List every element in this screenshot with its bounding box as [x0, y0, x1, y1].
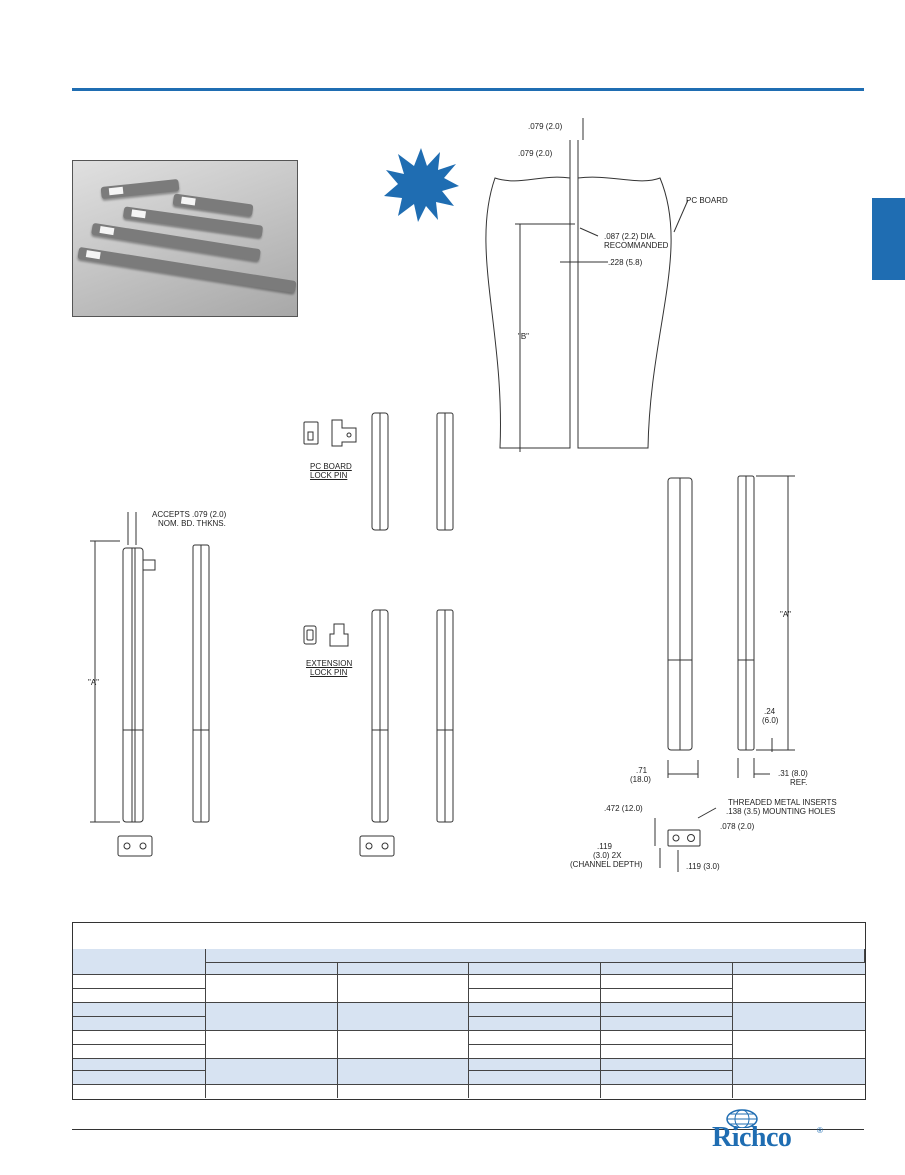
- table-cell: [733, 975, 865, 1003]
- table-row: [73, 1017, 206, 1031]
- table-cell: [601, 1017, 733, 1031]
- threaded-inserts-label: THREADED METAL INSERTS: [728, 798, 837, 807]
- table-cell: [469, 975, 601, 989]
- table-header-cell: [601, 963, 733, 975]
- table-row: [73, 989, 206, 1003]
- table-row: [73, 1003, 206, 1017]
- table-cell: [733, 1003, 865, 1031]
- table-cell: [338, 1003, 469, 1031]
- richco-logo: [706, 1108, 826, 1158]
- table-header-cell: [73, 949, 206, 975]
- table-cell: [206, 1059, 338, 1085]
- table-header-cell: [206, 949, 865, 963]
- dim-119-right: .119 (3.0): [686, 862, 720, 871]
- table-cell: [469, 1045, 601, 1059]
- a-dimension-label-right: "A": [780, 610, 792, 619]
- pc-board-label: PC BOARD: [686, 196, 728, 205]
- dim-119-left: .119: [597, 842, 612, 851]
- table-header-cell: [206, 963, 338, 975]
- table-row: [73, 1045, 206, 1059]
- table-cell: [601, 1085, 733, 1098]
- dim-119-2x: (3.0) 2X: [593, 851, 622, 860]
- table-row: [73, 1031, 206, 1045]
- table-cell: [601, 1045, 733, 1059]
- table-cell: [601, 989, 733, 1003]
- table-cell: [733, 1085, 865, 1098]
- extension-lock-pin-title: EXTENSION: [306, 659, 353, 668]
- table-cell: [206, 1085, 338, 1098]
- specification-table: [72, 922, 866, 1100]
- dim-24: .24: [764, 707, 776, 716]
- dim-71: .71: [636, 766, 648, 775]
- table-row: [73, 1059, 206, 1071]
- table-cell: [469, 1031, 601, 1045]
- a-dimension-label-left: "A": [88, 678, 100, 687]
- table-cell: [469, 1059, 601, 1071]
- table-cell: [206, 975, 338, 1003]
- dim-079-top: .079 (2.0): [528, 122, 563, 131]
- nom-bd-thickness: NOM. BD. THKNS.: [158, 519, 226, 528]
- b-dimension-label: "B": [518, 332, 530, 341]
- dim-087-note: RECOMMANDED: [604, 241, 669, 250]
- table-cell: [338, 975, 469, 1003]
- table-row: [73, 1071, 206, 1085]
- table-cell: [733, 1031, 865, 1059]
- channel-depth-label: (CHANNEL DEPTH): [570, 860, 643, 869]
- table-cell: [601, 975, 733, 989]
- table-cell: [601, 1059, 733, 1071]
- registered-mark: ®: [817, 1126, 823, 1135]
- table-cell: [338, 1085, 469, 1098]
- dim-31-ref: REF.: [790, 778, 808, 787]
- dim-078: .078 (2.0): [720, 822, 755, 831]
- brand-wordmark: Richco: [712, 1122, 792, 1153]
- table-cell: [338, 1059, 469, 1085]
- mounting-holes-label: .138 (3.5) MOUNTING HOLES: [726, 807, 836, 816]
- table-cell: [469, 1017, 601, 1031]
- dim-472: .472 (12.0): [604, 804, 643, 813]
- table-cell: [733, 1059, 865, 1085]
- dim-228: .228 (5.8): [608, 258, 643, 267]
- extension-lock-pin-subtitle: LOCK PIN: [310, 668, 348, 677]
- table-header-cell: [338, 963, 469, 975]
- dim-71-metric: (18.0): [630, 775, 651, 784]
- dim-079-second: .079 (2.0): [518, 149, 553, 158]
- table-row: [73, 975, 206, 989]
- dim-31: .31 (8.0): [778, 769, 808, 778]
- pc-board-lock-pin-title: PC BOARD: [310, 462, 352, 471]
- accepts-thickness: ACCEPTS .079 (2.0): [152, 510, 227, 519]
- table-header-cell: [733, 963, 865, 975]
- table-cell: [601, 1071, 733, 1085]
- table-row: [73, 1085, 206, 1098]
- pc-board-lock-pin-subtitle: LOCK PIN: [310, 471, 348, 480]
- table-title: [73, 923, 865, 949]
- table-cell: [206, 1003, 338, 1031]
- table-cell: [338, 1031, 469, 1059]
- table-cell: [469, 1003, 601, 1017]
- table-header-cell: [469, 963, 601, 975]
- table-cell: [469, 1071, 601, 1085]
- table-cell: [601, 1031, 733, 1045]
- table-cell: [601, 1003, 733, 1017]
- dim-087-dia: .087 (2.2) DIA.: [604, 232, 657, 241]
- table-cell: [469, 989, 601, 1003]
- table-cell: [469, 1085, 601, 1098]
- dim-24-metric: (6.0): [762, 716, 779, 725]
- table-cell: [206, 1031, 338, 1059]
